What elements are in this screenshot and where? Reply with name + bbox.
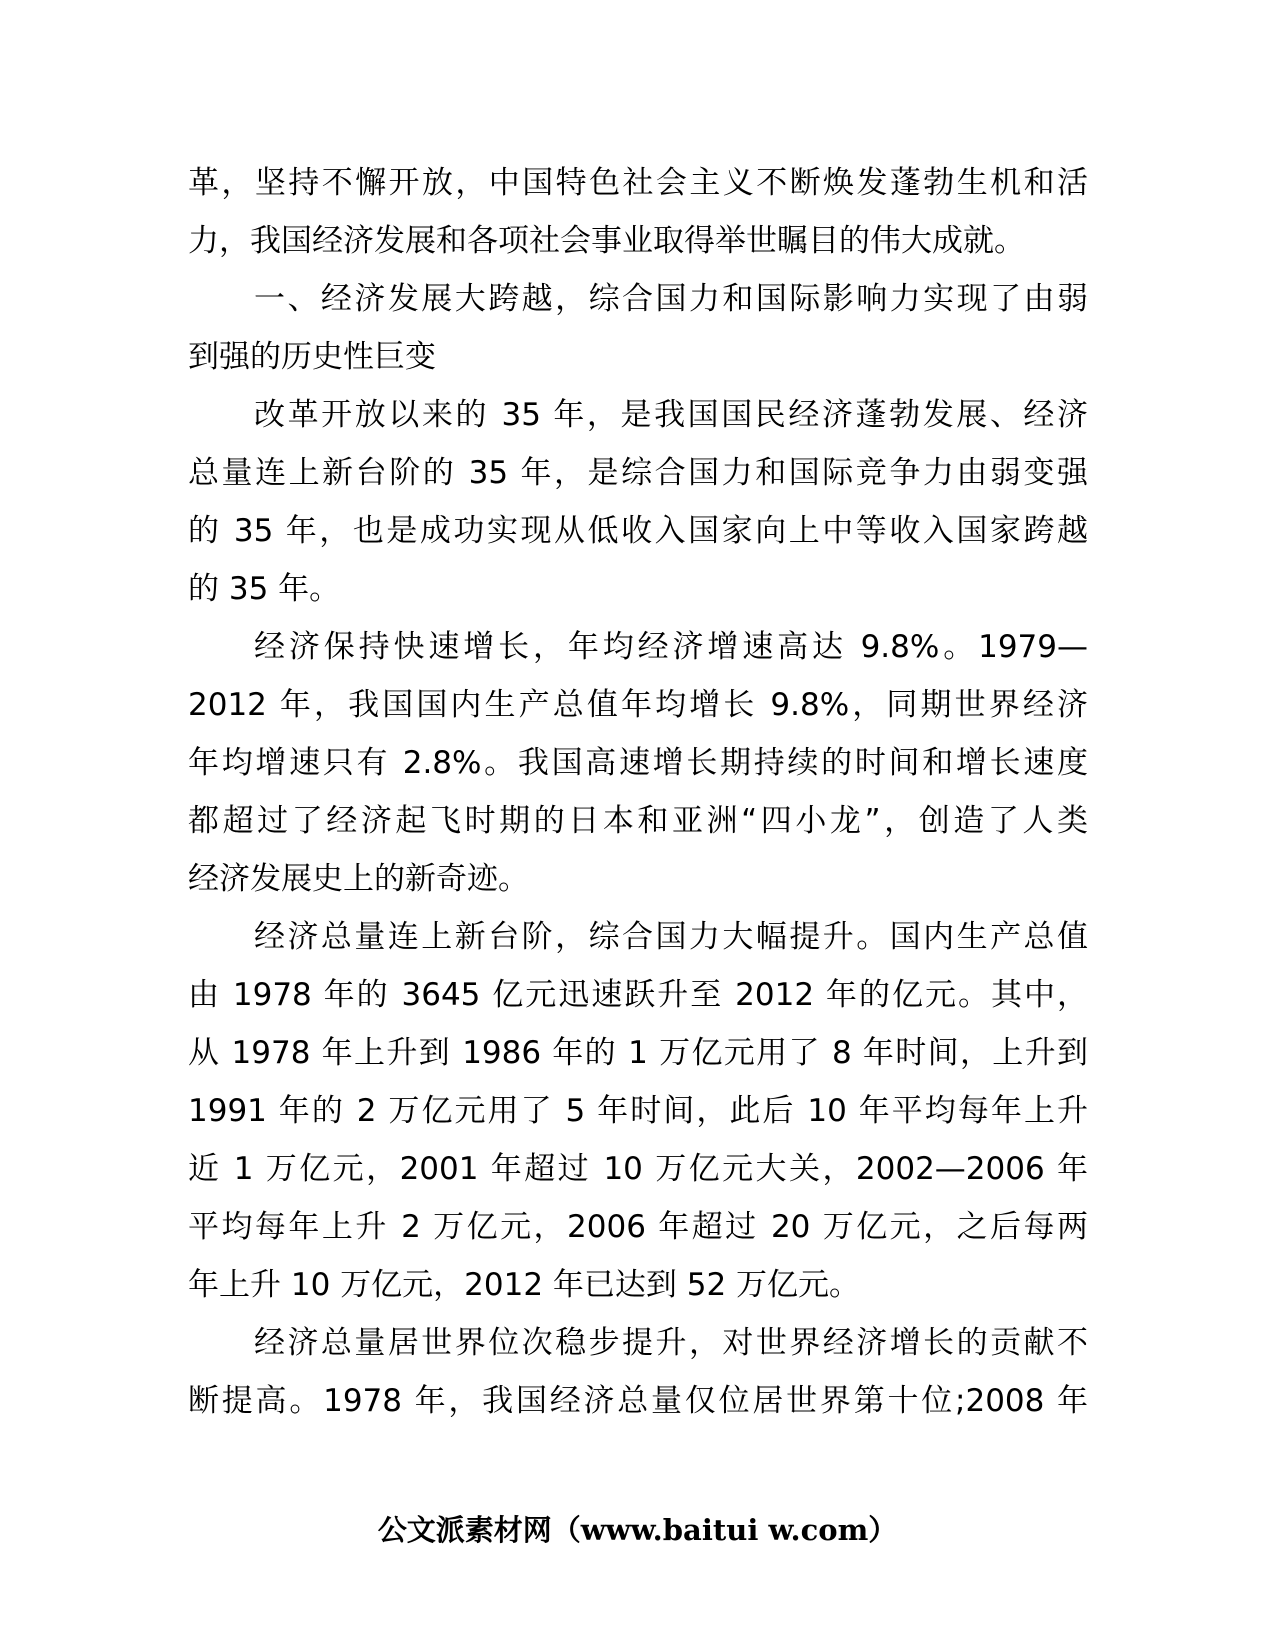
text-line: 由 1978 年的 3645 亿元迅速跃升至 2012 年的亿元。其中，	[188, 977, 1088, 1013]
text-line: 总量连上新台阶的 35 年，是综合国力和国际竞争力由弱变强	[188, 455, 1088, 491]
para-growth-rate	[188, 618, 1088, 908]
text-line: 从 1978 年上升到 1986 年的 1 万亿元用了 8 年时间，上升到	[188, 1035, 1088, 1071]
text-line: 到强的历史性巨变	[188, 339, 436, 375]
text-line: 都超过了经济起飞时期的日本和亚洲“四小龙”，创造了人类	[188, 803, 1088, 839]
text-line: 年上升 10 万亿元，2012 年已达到 52 万亿元。	[188, 1267, 861, 1303]
text-line: 经济保持快速增长，年均经济增速高达 9.8%。1979—	[254, 629, 1088, 665]
text-line: 经济总量居世界位次稳步提升，对世界经济增长的贡献不	[254, 1325, 1088, 1361]
section-heading-1	[188, 270, 1088, 386]
text-line: 革，坚持不懈开放，中国特色社会主义不断焕发蓬勃生机和活	[188, 165, 1088, 201]
text-line: 力，我国经济发展和各项社会事业取得举世瞩目的伟大成就。	[188, 223, 1025, 259]
para-world-rank	[188, 1314, 1088, 1430]
text-line: 断提高。1978 年，我国经济总量仅位居世界第十位;2008 年	[188, 1383, 1088, 1419]
para-35-years	[188, 386, 1088, 618]
text-line: 年均增速只有 2.8%。我国高速增长期持续的时间和增长速度	[188, 745, 1088, 781]
document-body	[188, 154, 1088, 1430]
footer-watermark: 公文派素材网（www.baitui w.com）	[377, 1513, 898, 1547]
text-line: 的 35 年。	[188, 571, 341, 607]
text-line: 2012 年，我国国内生产总值年均增长 9.8%，同期世界经济	[188, 687, 1088, 723]
text-line: 经济发展史上的新奇迹。	[188, 861, 529, 897]
text-line: 一、经济发展大跨越，综合国力和国际影响力实现了由弱	[254, 281, 1088, 317]
text-line: 平均每年上升 2 万亿元，2006 年超过 20 万亿元，之后每两	[188, 1209, 1088, 1245]
text-line: 改革开放以来的 35 年，是我国国民经济蓬勃发展、经济	[254, 397, 1088, 433]
para-intro-continuation	[188, 154, 1088, 270]
text-line: 1991 年的 2 万亿元用了 5 年时间，此后 10 年平均每年上升	[188, 1093, 1088, 1129]
text-line: 经济总量连上新台阶，综合国力大幅提升。国内生产总值	[254, 919, 1088, 955]
text-line: 近 1 万亿元，2001 年超过 10 万亿元大关，2002—2006 年	[188, 1151, 1088, 1187]
para-gdp-total	[188, 908, 1088, 1314]
text-line: 的 35 年，也是成功实现从低收入国家向上中等收入国家跨越	[188, 513, 1088, 549]
